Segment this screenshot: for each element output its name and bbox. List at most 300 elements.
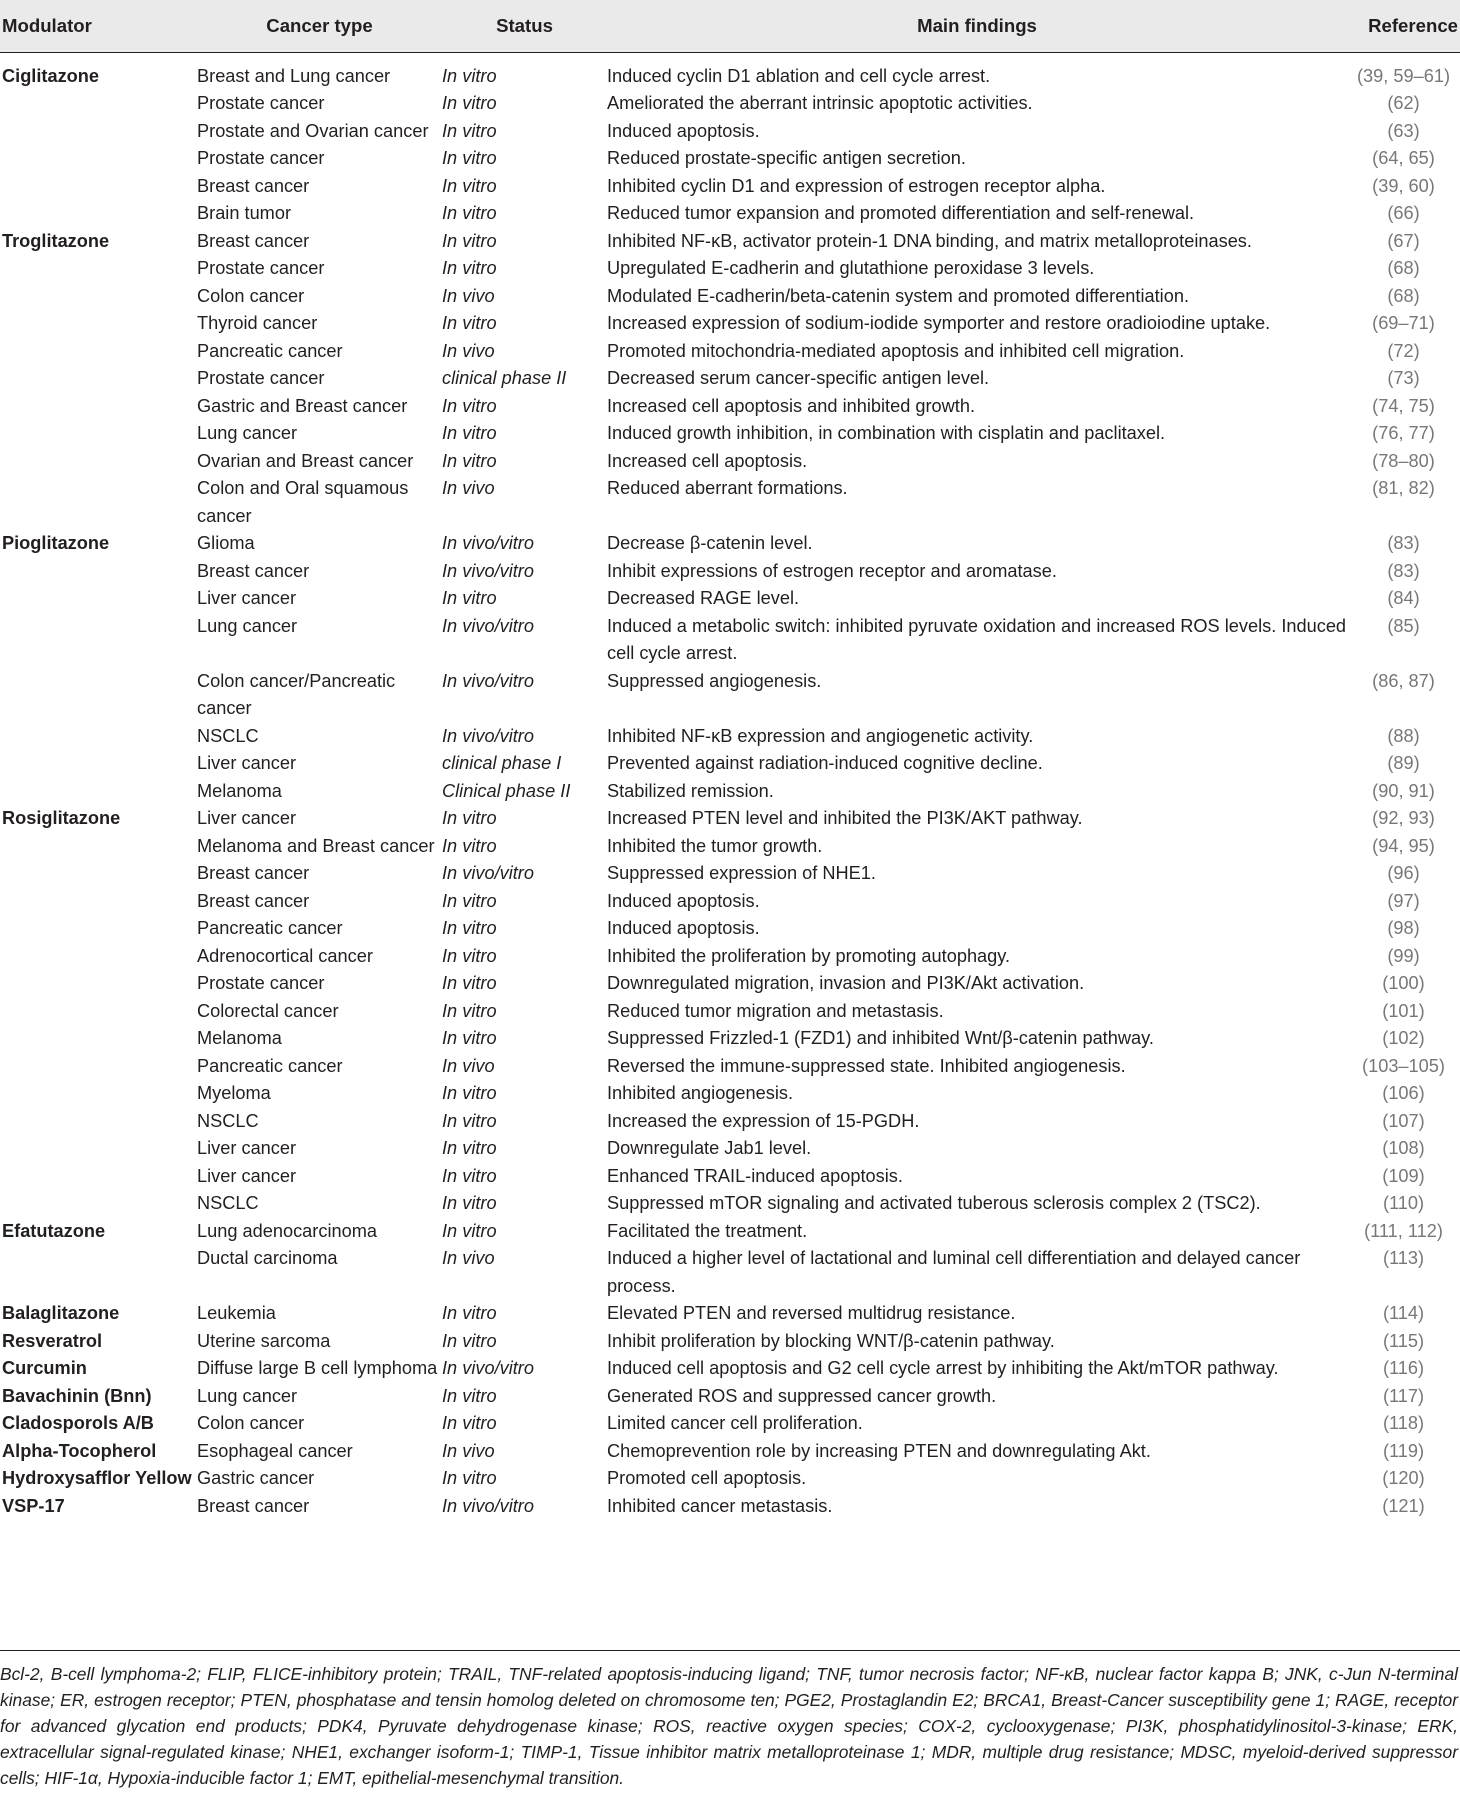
cancer-type-cell: Leukemia	[197, 1303, 276, 1323]
cancer-type-cell: Gastric cancer	[197, 1468, 315, 1488]
reference-cell: (83)	[1387, 533, 1420, 553]
table-row	[0, 1328, 1460, 1356]
status-cell: In vitro	[442, 395, 497, 416]
table-row	[0, 283, 1460, 311]
main-finding-cell: Induced apoptosis.	[607, 918, 760, 938]
header-status: Status	[442, 0, 607, 52]
table-row	[0, 475, 1460, 530]
table-row	[0, 585, 1460, 613]
table-row	[0, 530, 1460, 558]
modulator-cell: VSP-17	[2, 1495, 65, 1516]
status-cell: In vitro	[442, 945, 497, 966]
table-row	[0, 118, 1460, 146]
main-finding-cell: Promoted cell apoptosis.	[607, 1468, 807, 1488]
status-cell: In vitro	[442, 918, 497, 938]
table-row	[0, 1053, 1460, 1081]
reference-cell: (90, 91)	[1372, 780, 1435, 801]
status-cell: In vitro	[442, 588, 497, 608]
table-row	[0, 668, 1460, 723]
table-row	[0, 145, 1460, 173]
status-cell: In vitro	[442, 65, 497, 86]
table-row	[0, 1245, 1460, 1300]
cancer-type-cell: Colon and Oral squamous cancer	[197, 478, 409, 526]
modulator-cell: Efatutazone	[2, 1220, 106, 1241]
cancer-type-cell: Prostate cancer	[197, 973, 325, 993]
table-row	[0, 805, 1460, 833]
main-finding-cell: Reduced aberrant formations.	[607, 478, 848, 498]
modulator-cell	[0, 475, 197, 530]
reference-cell: (111, 112)	[1364, 1220, 1443, 1241]
cancer-type-cell: Prostate cancer	[197, 93, 325, 113]
reference-cell: (106)	[1382, 1083, 1425, 1103]
main-finding-cell: Increased expression of sodium-iodide symporter and restore oradioiodine uptake.	[607, 313, 1271, 333]
cancer-type-cell: Breast cancer	[197, 560, 310, 581]
cancer-type-cell: NSCLC	[197, 1110, 259, 1131]
status-cell: In vitro	[442, 148, 497, 168]
reference-cell: (102)	[1382, 1028, 1425, 1048]
main-finding-cell: Decrease β-catenin level.	[607, 533, 813, 553]
main-finding-cell: Induced growth inhibition, in combination with cisplatin and paclitaxel.	[607, 423, 1166, 443]
modulator-cell	[0, 200, 197, 228]
modulator-cell: Bavachinin (Bnn)	[2, 1385, 152, 1406]
status-cell: In vitro	[442, 890, 497, 911]
status-cell: In vitro	[442, 1138, 497, 1158]
main-finding-cell: Suppressed expression of NHE1.	[607, 863, 876, 883]
status-cell: In vitro	[442, 1083, 497, 1103]
status-cell: In vivo	[442, 285, 495, 306]
table-row	[0, 393, 1460, 421]
reference-cell: (67)	[1387, 230, 1420, 251]
status-cell: In vitro	[442, 808, 497, 828]
cancer-type-cell: Adrenocortical cancer	[197, 945, 373, 966]
reference-cell: (83)	[1387, 560, 1420, 581]
reference-cell: (120)	[1382, 1468, 1425, 1488]
table-row	[0, 943, 1460, 971]
reference-cell: (62)	[1387, 93, 1420, 113]
header-reference: Reference	[1347, 0, 1460, 52]
status-cell: In vitro	[442, 313, 497, 333]
footnote-divider	[0, 1650, 1460, 1651]
main-finding-cell: Chemoprevention role by increasing PTEN and downregulating Akt.	[607, 1440, 1151, 1461]
cancer-type-cell: Breast cancer	[197, 1495, 310, 1516]
main-finding-cell: Stabilized remission.	[607, 780, 774, 801]
main-finding-cell: Inhibited angiogenesis.	[607, 1083, 794, 1103]
cancer-type-cell: Pancreatic cancer	[197, 340, 343, 361]
status-cell: In vitro	[442, 835, 497, 856]
table-row	[0, 1080, 1460, 1108]
reference-cell: (72)	[1387, 340, 1420, 361]
reference-cell: (86, 87)	[1372, 670, 1435, 691]
modulator-cell: Resveratrol	[2, 1330, 103, 1351]
cancer-type-cell: Melanoma	[197, 1028, 282, 1048]
reference-cell: (89)	[1387, 753, 1420, 773]
main-finding-cell: Reduced tumor expansion and promoted differentiation and self-renewal.	[607, 203, 1195, 223]
modulator-cell	[0, 1053, 197, 1081]
cancer-type-cell: Liver cancer	[197, 753, 297, 773]
reference-cell: (94, 95)	[1372, 835, 1435, 856]
reference-cell: (101)	[1382, 1000, 1425, 1021]
abbreviations-footnote: Bcl-2, B-cell lymphoma-2; FLIP, FLICE-inhibitory protein; TRAIL, TNF-related apoptosis-inducing ligand; TNF, tumor necrosis factor; NF-κB, nuclear factor kappa B; JNK, c-Jun N-terminal kinase; ER, estrogen receptor; PTEN, phosphatase and tensin homolog deleted on chromosome ten; PGE2, Prostaglandin E2; BRCA1, Breast-Cancer susceptibility gene 1; RAGE, receptor for advanced glycation end products; PDK4, Pyruvate dehydrogenase kinase; ROS, reactive oxygen species; COX-2, cyclooxygenase; PI3K, phosphatidylinositol-3-kinase; ERK, extracellular signal-regulated kinase; NHE1, exchanger isoform-1; TIMP-1, Tissue inhibitor matrix metalloproteinase 1; MDR, multiple drug resistance; MDSC, myeloid-derived suppressor cells; HIF-1α, Hypoxia-inducible factor 1; EMT, epithelial-mesenchymal transition.	[0, 1664, 1458, 1788]
modulator-cell: Curcumin	[2, 1358, 87, 1378]
cancer-type-cell: Uterine sarcoma	[197, 1330, 331, 1351]
status-cell: In vitro	[442, 1385, 497, 1406]
status-cell: In vivo	[442, 1440, 495, 1461]
table-row	[0, 1383, 1460, 1411]
table-row	[0, 915, 1460, 943]
status-cell: In vitro	[442, 93, 497, 113]
reference-cell: (84)	[1387, 588, 1420, 608]
cancer-type-cell: Colon cancer	[197, 285, 305, 306]
main-finding-cell: Inhibited cyclin D1 and expression of estrogen receptor alpha.	[607, 175, 1106, 196]
modulator-cell: Pioglitazone	[2, 533, 110, 553]
modulator-cell	[0, 668, 197, 723]
table-body	[0, 52, 1460, 1520]
table-row	[0, 1438, 1460, 1466]
main-finding-cell: Reversed the immune-suppressed state. Inhibited angiogenesis.	[607, 1055, 1126, 1076]
modulator-cell	[0, 915, 197, 943]
main-finding-cell: Inhibited NF-κB expression and angiogenetic activity.	[607, 725, 1034, 746]
cancer-type-cell: Melanoma	[197, 780, 282, 801]
modulator-cell	[0, 1135, 197, 1163]
cancer-type-cell: Liver cancer	[197, 808, 297, 828]
modulator-cell: Troglitazone	[2, 230, 110, 251]
status-cell: In vitro	[442, 1028, 497, 1048]
modulator-cell	[0, 448, 197, 476]
reference-cell: (39, 59–61)	[1356, 65, 1451, 86]
cancer-type-cell: Liver cancer	[197, 588, 297, 608]
reference-cell: (85)	[1387, 615, 1420, 636]
cancer-type-cell: Pancreatic cancer	[197, 1055, 343, 1076]
table-row	[0, 778, 1460, 806]
status-cell: In vitro	[442, 175, 497, 196]
cancer-type-cell: Pancreatic cancer	[197, 918, 343, 938]
modulator-cell	[0, 420, 197, 448]
modulator-cell: Rosiglitazone	[2, 808, 121, 828]
main-finding-cell: Facilitated the treatment.	[607, 1220, 808, 1241]
modulator-cell	[0, 750, 197, 778]
cancer-type-cell: Colon cancer	[197, 1413, 305, 1433]
main-finding-cell: Suppressed mTOR signaling and activated tuberous sclerosis complex 2 (TSC2).	[607, 1193, 1261, 1213]
modulator-cell	[0, 1245, 197, 1300]
status-cell: In vitro	[442, 1468, 497, 1488]
main-finding-cell: Downregulate Jab1 level.	[607, 1138, 812, 1158]
reference-cell: (98)	[1387, 918, 1420, 938]
modulator-cell	[0, 1108, 197, 1136]
reference-cell: (107)	[1382, 1110, 1425, 1131]
table-row	[0, 420, 1460, 448]
modulator-cell	[0, 255, 197, 283]
status-cell: In vivo	[442, 1248, 495, 1268]
reference-cell: (88)	[1387, 725, 1420, 746]
cancer-type-cell: Breast and Lung cancer	[197, 65, 391, 86]
modulator-cell	[0, 1163, 197, 1191]
modulator-cell	[0, 888, 197, 916]
main-finding-cell: Increased the expression of 15-PGDH.	[607, 1110, 920, 1131]
main-finding-cell: Increased cell apoptosis.	[607, 450, 808, 471]
modulator-cell	[0, 1080, 197, 1108]
main-finding-cell: Promoted mitochondria-mediated apoptosis and inhibited cell migration.	[607, 340, 1185, 361]
main-finding-cell: Inhibited NF-κB, activator protein-1 DNA binding, and matrix metalloproteinases.	[607, 230, 1252, 251]
reference-cell: (92, 93)	[1372, 808, 1435, 828]
table-row	[0, 365, 1460, 393]
modulator-cell	[0, 1025, 197, 1053]
status-cell: In vitro	[442, 1193, 497, 1213]
reference-cell: (39, 60)	[1372, 175, 1435, 196]
reference-cell: (108)	[1382, 1138, 1425, 1158]
main-finding-cell: Suppressed angiogenesis.	[607, 670, 822, 691]
status-cell: In vitro	[442, 1330, 497, 1351]
table-row	[0, 1025, 1460, 1053]
table-row	[0, 1190, 1460, 1218]
cancer-type-cell: Diffuse large B cell lymphoma	[197, 1358, 438, 1378]
reference-cell: (76, 77)	[1372, 423, 1435, 443]
reference-cell: (116)	[1382, 1358, 1425, 1378]
reference-cell: (74, 75)	[1372, 395, 1435, 416]
modulator-cell: Cladosporols A/B	[2, 1413, 154, 1433]
main-finding-cell: Inhibited the proliferation by promoting autophagy.	[607, 945, 1011, 966]
status-cell: clinical phase I	[442, 753, 562, 773]
modulator-cell	[0, 173, 197, 201]
modulator-cell	[0, 970, 197, 998]
table-row	[0, 310, 1460, 338]
modulator-cell	[0, 338, 197, 366]
modulator-cell: Ciglitazone	[2, 65, 100, 86]
status-cell: In vitro	[442, 1110, 497, 1131]
cancer-type-cell: Prostate cancer	[197, 258, 325, 278]
table-row	[0, 228, 1460, 256]
status-cell: In vivo/vitro	[442, 1358, 534, 1378]
reference-cell: (68)	[1387, 285, 1420, 306]
status-cell: In vivo/vitro	[442, 725, 534, 746]
modulator-cell	[0, 310, 197, 338]
cancer-type-cell: Colon cancer/Pancreatic cancer	[197, 670, 396, 718]
table-row	[0, 173, 1460, 201]
table-row	[0, 833, 1460, 861]
cancer-type-cell: Liver cancer	[197, 1165, 297, 1186]
table-row	[0, 723, 1460, 751]
modulator-cell: Balaglitazone	[2, 1303, 120, 1323]
table-row	[0, 255, 1460, 283]
modulator-cell	[0, 90, 197, 118]
status-cell: In vitro	[442, 450, 497, 471]
header-main-findings: Main findings	[607, 0, 1347, 52]
reference-cell: (103–105)	[1362, 1055, 1445, 1076]
reference-cell: (73)	[1387, 368, 1420, 388]
table-row	[0, 750, 1460, 778]
table-row	[0, 1300, 1460, 1328]
table-row	[0, 1493, 1460, 1521]
reference-cell: (64, 65)	[1372, 148, 1435, 168]
main-finding-cell: Suppressed Frizzled-1 (FZD1) and inhibited Wnt/β-catenin pathway.	[607, 1028, 1154, 1048]
main-finding-cell: Inhibit proliferation by blocking WNT/β-catenin pathway.	[607, 1330, 1055, 1351]
modulator-cell: Alpha-Tocopherol	[2, 1440, 157, 1461]
status-cell: In vivo/vitro	[442, 560, 534, 581]
main-finding-cell: Reduced prostate-specific antigen secretion.	[607, 148, 966, 168]
reference-cell: (63)	[1387, 120, 1420, 141]
modulator-cell	[0, 118, 197, 146]
table-row	[0, 1218, 1460, 1246]
cancer-type-cell: Ovarian and Breast cancer	[197, 450, 414, 471]
status-cell: In vitro	[442, 1303, 497, 1323]
status-cell: In vitro	[442, 973, 497, 993]
main-finding-cell: Limited cancer cell proliferation.	[607, 1413, 863, 1433]
status-cell: In vitro	[442, 1000, 497, 1021]
reference-cell: (115)	[1382, 1330, 1425, 1351]
status-cell: In vivo/vitro	[442, 1495, 534, 1516]
main-finding-cell: Induced cyclin D1 ablation and cell cycle arrest.	[607, 65, 991, 86]
reference-cell: (110)	[1382, 1193, 1425, 1213]
reference-cell: (66)	[1387, 203, 1420, 223]
main-finding-cell: Inhibit expressions of estrogen receptor and aromatase.	[607, 560, 1057, 581]
reference-cell: (81, 82)	[1372, 478, 1435, 498]
cancer-type-cell: Myeloma	[197, 1083, 271, 1103]
cancer-type-cell: Esophageal cancer	[197, 1440, 353, 1461]
cancer-type-cell: Lung adenocarcinoma	[197, 1220, 377, 1241]
main-finding-cell: Induced apoptosis.	[607, 120, 760, 141]
status-cell: In vitro	[442, 1165, 497, 1186]
reference-cell: (117)	[1382, 1385, 1425, 1406]
cancer-type-cell: Liver cancer	[197, 1138, 297, 1158]
modulator-cell	[0, 393, 197, 421]
status-cell: clinical phase II	[442, 368, 567, 388]
cancer-type-cell: Gastric and Breast cancer	[197, 395, 408, 416]
cancer-type-cell: Lung cancer	[197, 615, 298, 636]
modulator-cell	[0, 365, 197, 393]
table-row	[0, 1410, 1460, 1438]
cancer-type-cell: Colorectal cancer	[197, 1000, 339, 1021]
table-row	[0, 998, 1460, 1026]
header-cancer-type: Cancer type	[197, 0, 442, 52]
main-finding-cell: Ameliorated the aberrant intrinsic apoptotic activities.	[607, 93, 1033, 113]
reference-cell: (119)	[1382, 1440, 1425, 1461]
cancer-type-cell: Prostate cancer	[197, 368, 325, 388]
reference-cell: (68)	[1387, 258, 1420, 278]
status-cell: In vitro	[442, 203, 497, 223]
cancer-type-cell: Lung cancer	[197, 423, 298, 443]
modulator-cell	[0, 778, 197, 806]
cancer-type-cell: Ductal carcinoma	[197, 1248, 338, 1268]
main-finding-cell: Upregulated E-cadherin and glutathione peroxidase 3 levels.	[607, 258, 1095, 278]
main-finding-cell: Induced a metabolic switch: inhibited pyruvate oxidation and increased ROS levels. Induced cell cycle arrest.	[607, 615, 1347, 663]
status-cell: In vitro	[442, 1220, 497, 1241]
status-cell: In vivo/vitro	[442, 670, 534, 691]
cancer-type-cell: Prostate and Ovarian cancer	[197, 120, 429, 141]
cancer-type-cell: Breast cancer	[197, 863, 310, 883]
modulator-cell	[0, 558, 197, 586]
cancer-type-cell: Lung cancer	[197, 1385, 298, 1406]
table-row	[0, 1108, 1460, 1136]
main-finding-cell: Increased PTEN level and inhibited the PI3K/AKT pathway.	[607, 808, 1083, 828]
reference-cell: (118)	[1382, 1413, 1425, 1433]
modulator-cell	[0, 585, 197, 613]
main-finding-cell: Enhanced TRAIL-induced apoptosis.	[607, 1165, 903, 1186]
main-finding-cell: Inhibited cancer metastasis.	[607, 1495, 833, 1516]
main-finding-cell: Induced cell apoptosis and G2 cell cycle arrest by inhibiting the Akt/mTOR pathway.	[607, 1358, 1279, 1378]
status-cell: In vivo/vitro	[442, 533, 534, 553]
table-row	[0, 1355, 1460, 1383]
status-cell: In vivo	[442, 1055, 495, 1076]
modulator-cell	[0, 998, 197, 1026]
reference-cell: (121)	[1382, 1495, 1425, 1516]
table-header-row	[0, 0, 1460, 52]
status-cell: In vitro	[442, 1413, 497, 1433]
table-row	[0, 1163, 1460, 1191]
main-finding-cell: Prevented against radiation-induced cognitive decline.	[607, 753, 1043, 773]
cancer-type-cell: Thyroid cancer	[197, 313, 318, 333]
main-finding-cell: Generated ROS and suppressed cancer growth.	[607, 1385, 997, 1406]
table-row	[0, 200, 1460, 228]
table-row	[0, 52, 1460, 90]
reference-cell: (69–71)	[1372, 313, 1435, 333]
modulator-cell	[0, 283, 197, 311]
cancer-type-cell: Breast cancer	[197, 230, 310, 251]
reference-cell: (96)	[1387, 863, 1420, 883]
table-row	[0, 1465, 1460, 1493]
status-cell: In vivo/vitro	[442, 863, 534, 883]
reference-cell: (109)	[1382, 1165, 1425, 1186]
cancer-type-cell: Prostate cancer	[197, 148, 325, 168]
cancer-type-cell: Glioma	[197, 533, 255, 553]
modulator-cell	[0, 145, 197, 173]
modulator-cell	[0, 1190, 197, 1218]
main-finding-cell: Reduced tumor migration and metastasis.	[607, 1000, 944, 1021]
reference-cell: (113)	[1382, 1248, 1425, 1268]
header-modulator: Modulator	[0, 0, 197, 52]
reference-cell: (100)	[1382, 973, 1425, 993]
modulator-cell	[0, 723, 197, 751]
main-finding-cell: Decreased RAGE level.	[607, 588, 800, 608]
main-finding-cell: Downregulated migration, invasion and PI3K/Akt activation.	[607, 973, 1085, 993]
table-row	[0, 970, 1460, 998]
main-finding-cell: Elevated PTEN and reversed multidrug resistance.	[607, 1303, 1016, 1323]
cancer-type-cell: Melanoma and Breast cancer	[197, 835, 435, 856]
table-row	[0, 1135, 1460, 1163]
reference-cell: (97)	[1387, 890, 1420, 911]
modulator-cell: Hydroxysafflor Yellow	[2, 1468, 192, 1488]
main-finding-cell: Increased cell apoptosis and inhibited growth.	[607, 395, 976, 416]
table-row	[0, 613, 1460, 668]
main-finding-cell: Inhibited the tumor growth.	[607, 835, 823, 856]
modulator-cell	[0, 833, 197, 861]
main-finding-cell: Induced apoptosis.	[607, 890, 760, 911]
reference-cell: (78–80)	[1372, 450, 1435, 471]
modulator-cell	[0, 943, 197, 971]
main-finding-cell: Decreased serum cancer-specific antigen level.	[607, 368, 990, 388]
table-row	[0, 448, 1460, 476]
main-finding-cell: Induced a higher level of lactational and luminal cell differentiation and delayed cancer process.	[607, 1248, 1301, 1296]
cancer-type-cell: Breast cancer	[197, 175, 310, 196]
cancer-type-cell: NSCLC	[197, 725, 259, 746]
table-row	[0, 558, 1460, 586]
status-cell: Clinical phase II	[442, 780, 571, 801]
table-row	[0, 338, 1460, 366]
table-row	[0, 888, 1460, 916]
table-row	[0, 860, 1460, 888]
cancer-type-cell: NSCLC	[197, 1193, 259, 1213]
reference-cell: (99)	[1387, 945, 1420, 966]
cancer-type-cell: Breast cancer	[197, 890, 310, 911]
modulator-cell	[0, 860, 197, 888]
status-cell: In vitro	[442, 230, 497, 251]
reference-cell: (114)	[1382, 1303, 1425, 1323]
status-cell: In vitro	[442, 120, 497, 141]
status-cell: In vitro	[442, 423, 497, 443]
table-row	[0, 90, 1460, 118]
main-finding-cell: Modulated E-cadherin/beta-catenin system and promoted differentiation.	[607, 285, 1190, 306]
status-cell: In vivo	[442, 478, 495, 498]
modulator-cell	[0, 613, 197, 668]
status-cell: In vitro	[442, 258, 497, 278]
